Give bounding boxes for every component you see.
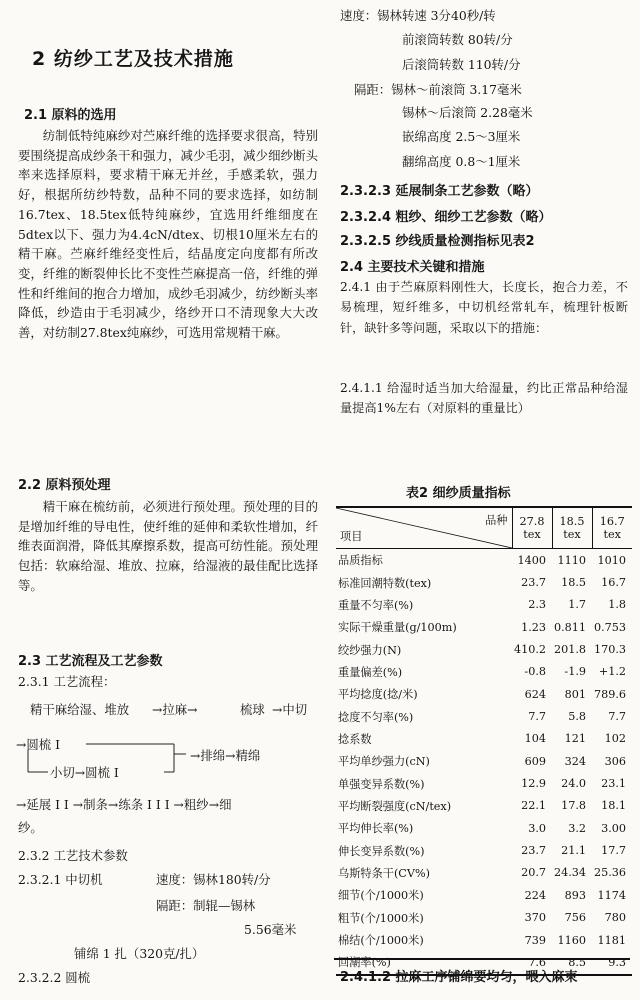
flow-step-5: →圆梳 I xyxy=(16,737,60,752)
s21-body: 纺制低特纯麻纱对苎麻纤维的选择要求很高，特别要围绕提高成纱条干和强力，减少毛羽，减少细纱断头率来选择原料，要求精干麻无并丝，手感柔软，强力好，根据所纺纱特数，品种不同的要求选择，如纺制16.7tex、18.5tex低特纯麻纱，宜选用纤维细度在5dtex以下、强力为4.4cN/dtex、切根10厘米左右的精干麻。苎麻纤维经变性后，结晶度定向度都有所改变，纤维的断裂伸长比不变性苎麻提高一倍，纤维的弹性和纤维间的抱合力增加，成纱毛羽减少，纺纱断头率降低，纱造由于毛羽减少，络纱开口不清现象大大改善，对纺制27.8tex纯麻纱，可选用常规精干麻。 xyxy=(18,128,318,341)
row-label: 重量偏差(%) xyxy=(338,665,403,679)
s2411-body: 2.4.1.1 给湿时适当加大给湿量，约比正常品种给湿量提高1%左右（对原料的重量比） xyxy=(340,381,628,416)
row-value: 22.1 xyxy=(521,799,546,813)
row-value: 18.1 xyxy=(601,799,626,813)
row-value: 1.8 xyxy=(608,598,626,612)
row-label: 伸长变异系数(%) xyxy=(338,844,425,858)
s2321-gauge-value: 5.56毫米 xyxy=(244,922,297,937)
row-value: 789.6 xyxy=(594,687,627,701)
gauge-front: 隔距：锡林～前滚筒 3.17毫米 xyxy=(354,82,522,97)
row-value: 1.23 xyxy=(521,620,546,634)
flow-connector xyxy=(14,730,204,790)
row-label: 标准回潮特数(tex) xyxy=(338,576,432,590)
s2325: 2.3.2.5 纱线质量检测指标见表2 xyxy=(340,234,535,249)
row-value: 201.8 xyxy=(554,643,587,657)
row-label: 棉结(个/1000米) xyxy=(338,934,424,948)
row-value: 7.6 xyxy=(512,951,552,974)
row-value: 170.3 xyxy=(594,643,627,657)
row-value: 25.36 xyxy=(594,866,627,880)
s2321-lap: 铺绵 1 扎（320克/扎） xyxy=(74,946,205,961)
table-row xyxy=(336,616,632,638)
table-row xyxy=(336,549,632,572)
s22-body: 精干麻在梳纺前，必须进行预处理。预处理的目的是增加纤维的导电性，使纤维的延伸和柔软性增加，纤维表面润滑，降低其摩擦系数，提高可纺性能。预处理包括：软麻给湿、堆放、拉麻，给湿液的最佳配比选择等。 xyxy=(18,499,318,593)
row-label: 回潮率(%) xyxy=(336,951,512,974)
row-value: 1400 xyxy=(517,553,546,567)
flow-step-8: →延展 I I →制条→练条 I I I →粗纱→细 xyxy=(16,797,232,812)
row-label: 平均捻度(捻/米) xyxy=(338,688,418,702)
table-row xyxy=(336,884,632,906)
turn-height: 翻绵高度 0.8～1厘米 xyxy=(402,154,521,169)
s2321-machine: 2.3.2.1 中切机 xyxy=(18,872,103,887)
row-value: 1174 xyxy=(597,888,626,902)
flow-step-2: →拉麻→ xyxy=(152,702,198,717)
row-value: 20.7 xyxy=(521,866,546,880)
table-row xyxy=(336,683,632,705)
row-value: 8.5 xyxy=(552,951,592,974)
row-value: 16.7 xyxy=(601,576,626,590)
table-row xyxy=(336,795,632,817)
s2321-gauge: 隔距：制辊—锡林 xyxy=(156,898,256,913)
table-row xyxy=(336,862,632,884)
comb-speed: 速度：锡林转速 3分40秒/转 xyxy=(340,8,496,23)
col-header-16-7: 16.7 tex xyxy=(592,507,632,549)
row-value: 0.753 xyxy=(594,620,627,634)
flow-step-7: 小切→圆梳 I xyxy=(50,765,119,780)
row-value: 224 xyxy=(524,888,546,902)
s2412-title: 2.4.1.2 拉麻工序铺绵要均匀，喂入麻束 xyxy=(340,970,578,985)
corner-label-item: 项目 xyxy=(340,530,363,543)
row-value: 1.7 xyxy=(568,598,586,612)
row-value: 739 xyxy=(524,933,546,947)
row-label: 重量不匀率(%) xyxy=(338,598,414,612)
row-value: 17.7 xyxy=(601,844,626,858)
row-value: 893 xyxy=(564,888,586,902)
back-roller-speed: 后滚筒转数 110转/分 xyxy=(402,57,521,72)
row-value: 102 xyxy=(604,732,626,746)
table-row xyxy=(336,839,632,861)
row-label: 平均伸长率(%) xyxy=(338,822,414,836)
corner-label-variety: 品种 xyxy=(485,514,508,527)
row-value: 370 xyxy=(524,911,546,925)
row-value: 121 xyxy=(564,732,586,746)
row-value: -1.9 xyxy=(564,665,586,679)
row-value: 7.7 xyxy=(528,710,546,724)
s23-title: 2.3 工艺流程及工艺参数 xyxy=(18,654,163,669)
table-header-row xyxy=(336,507,632,549)
col-header-27-8: 27.8 tex xyxy=(512,507,552,549)
row-label: 品质指标 xyxy=(338,554,383,568)
s2321-speed: 速度：锡林180转/分 xyxy=(156,872,271,887)
row-value: 21.1 xyxy=(561,844,586,858)
gauge-back: 锡林～后滚筒 2.28毫米 xyxy=(402,105,533,120)
table-corner-cell xyxy=(336,508,512,548)
row-value: 1160 xyxy=(557,933,586,947)
row-value: 9.3 xyxy=(592,951,632,974)
row-value: 24.34 xyxy=(554,866,587,880)
quality-table xyxy=(336,506,632,976)
row-value: 3.00 xyxy=(601,821,626,835)
flow-step-6: →排绵→精绵 xyxy=(190,748,261,763)
row-value: -0.8 xyxy=(524,665,546,679)
embed-height: 嵌绵高度 2.5～3厘米 xyxy=(402,129,521,144)
row-value: 801 xyxy=(564,687,586,701)
row-value: +1.2 xyxy=(598,665,626,679)
s241-body: 2.4.1 由于苎麻原料刚性大，长度长，抱合力差，不易梳理，短纤维多，中切机经常轧车，梳理针板断针，缺针多等问题，采取以下的措施： xyxy=(340,280,628,335)
table-row xyxy=(336,750,632,772)
row-value: 756 xyxy=(564,911,586,925)
right-column xyxy=(332,0,632,1000)
row-label: 绞纱强力(N) xyxy=(338,643,402,657)
table-row xyxy=(336,705,632,727)
row-value: 18.5 xyxy=(561,576,586,590)
row-value: 104 xyxy=(524,732,546,746)
row-value: 609 xyxy=(524,754,546,768)
bottom-rule xyxy=(334,958,630,960)
row-value: 410.2 xyxy=(514,643,547,657)
section-heading: 2 纺纱工艺及技术措施 xyxy=(32,48,234,70)
s231-title: 2.3.1 工艺流程： xyxy=(18,674,116,689)
col-header-18-5: 18.5 tex xyxy=(552,507,592,549)
row-value: 0.811 xyxy=(554,620,587,634)
row-value: 306 xyxy=(604,754,626,768)
s232-title: 2.3.2 工艺技术参数 xyxy=(18,848,128,863)
row-value: 2.3 xyxy=(528,598,546,612)
s22-title: 2.2 原料预处理 xyxy=(18,478,111,493)
row-value: 7.7 xyxy=(608,710,626,724)
table-row xyxy=(336,817,632,839)
table-row xyxy=(336,571,632,593)
row-value: 1181 xyxy=(597,933,626,947)
table-row xyxy=(336,638,632,660)
row-value: 12.9 xyxy=(521,777,546,791)
row-label: 实际干燥重量(g/100m) xyxy=(338,621,457,635)
table-row xyxy=(336,728,632,750)
row-value: 23.1 xyxy=(601,777,626,791)
row-label: 捻系数 xyxy=(338,732,372,746)
row-value: 1110 xyxy=(557,553,586,567)
table-row xyxy=(336,907,632,929)
table-row xyxy=(336,929,632,951)
table-row xyxy=(336,661,632,683)
table-row xyxy=(336,594,632,616)
row-label: 捻度不匀率(%) xyxy=(338,710,414,724)
row-value: 5.8 xyxy=(568,710,586,724)
row-label: 乌斯特条干(CV%) xyxy=(338,866,430,880)
s21-title: 2.1 原料的选用 xyxy=(24,108,117,123)
row-label: 粗节(个/1000米) xyxy=(338,911,424,925)
row-label: 平均断裂强度(cN/tex) xyxy=(338,799,452,813)
flow-step-1: 精干麻给湿、堆放 xyxy=(30,702,130,717)
row-value: 324 xyxy=(564,754,586,768)
row-value: 624 xyxy=(524,687,546,701)
flow-step-3: 梳球 xyxy=(240,702,265,717)
s2324: 2.3.2.4 粗纱、细纱工艺参数（略） xyxy=(340,210,552,225)
row-value: 780 xyxy=(604,911,626,925)
row-label: 平均单纱强力(cN) xyxy=(338,755,430,769)
row-value: 23.7 xyxy=(521,844,546,858)
table-title: 表2 细纱质量指标 xyxy=(406,486,511,501)
flow-step-4: →中切 xyxy=(272,702,308,717)
s2322-title: 2.3.2.2 圆梳 xyxy=(18,970,91,985)
row-label: 细节(个/1000米) xyxy=(338,889,424,903)
row-value: 3.2 xyxy=(568,821,586,835)
table-row xyxy=(336,772,632,794)
front-roller-speed: 前滚筒转数 80转/分 xyxy=(402,32,513,47)
s24-title: 2.4 主要技术关键和措施 xyxy=(340,260,485,275)
left-column xyxy=(14,0,320,1000)
row-label: 单强变异系数(%) xyxy=(338,777,425,791)
row-value: 17.8 xyxy=(561,799,586,813)
row-value: 1010 xyxy=(597,553,626,567)
s2323: 2.3.2.3 延展制条工艺参数（略） xyxy=(340,184,539,199)
flow-step-9: 纱。 xyxy=(18,820,43,835)
row-value: 23.7 xyxy=(521,576,546,590)
row-value: 3.0 xyxy=(528,821,546,835)
row-value: 24.0 xyxy=(561,777,586,791)
